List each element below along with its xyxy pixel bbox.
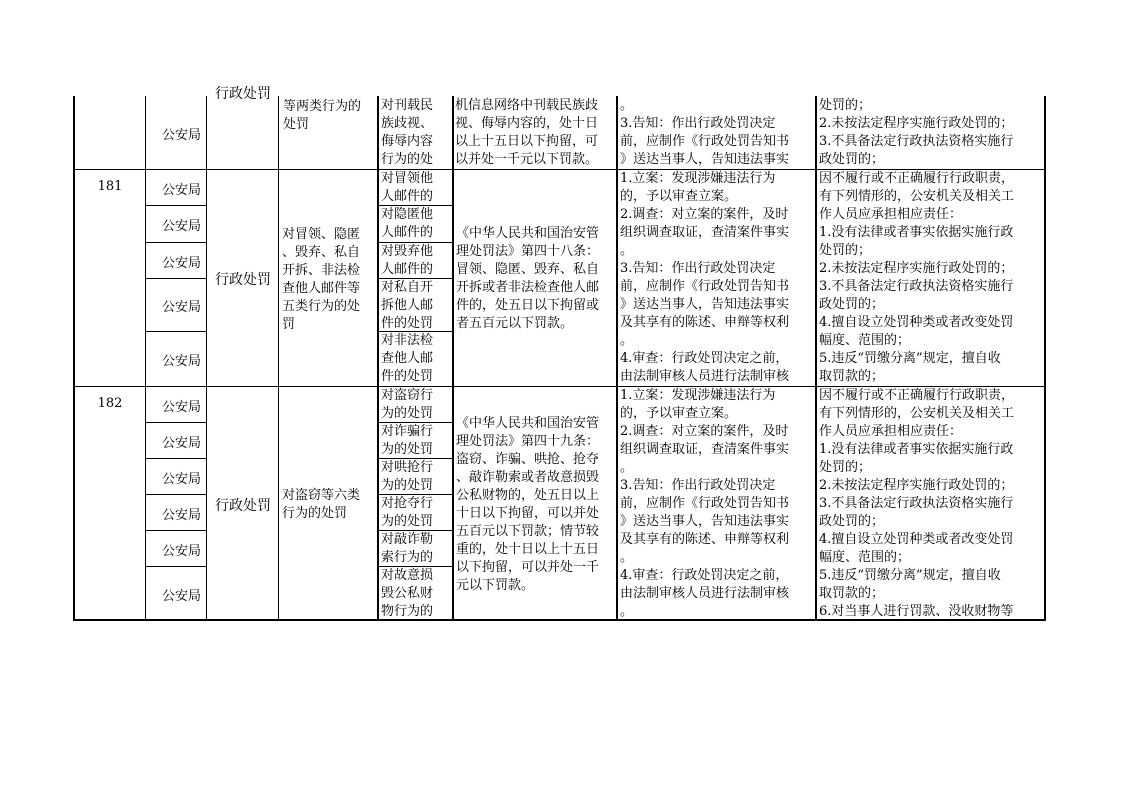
procedure-cell: 1.立案：发现涉嫌违法行为 的，予以审查立案。 2.调查：对立案的案件，及时 组织调查取证，查清案件事实 。 3.告知：作出行政处罚决定 前，应制作《行政处罚告知书 》送达当事人，告知违法事实 及其享有的陈述、申辩等权利 。 4.审查：行政处罚决定之前， 由法制审核人员进行法制审核 (620, 171, 790, 384)
legal-basis-cell: 《中华人民共和国治安管 理处罚法》第四十八条： 冒领、隐匿、毁弃、私自 开拆或者非法检查他人邮 件的，处五日以下拘留或 者五百元以下罚款。 (456, 226, 600, 331)
sub-item-cell: 对毁弃他 人邮件的 (381, 244, 434, 277)
sub-item-cell: 对冒领他 人邮件的 (381, 171, 434, 204)
item-name-cell: 对盗窃等六类 行为的处罚 (282, 488, 361, 521)
dept-cell: 公安局 (161, 544, 201, 559)
item-name-cell: 对冒领、隐匿 、毁弃、私自 开拆、非法检 查他人邮件等 五类行为的处 罚 (282, 227, 361, 332)
liability-cell: 处罚的； 2.未按法定程序实施行政处罚的； 3.不具备法定行政执法资格实施行 政处罚的； (819, 98, 1014, 167)
punishment-type-cell: 行政处罚 (215, 86, 271, 102)
punishment-type-cell: 行政处罚 (215, 272, 271, 288)
sub-item-cell: 对隐匿他 人邮件的 (381, 207, 434, 240)
dept-cell: 公安局 (161, 256, 201, 271)
dept-cell: 公安局 (161, 219, 201, 234)
dept-cell: 公安局 (161, 183, 201, 198)
sub-item-cell: 对诈骗行 为的处罚 (381, 424, 434, 457)
liability-cell: 因不履行或不正确履行行政职责， 有下列情形的，公安机关及相关工 作人员应承担相应责任： 1.没有法律或者事实依据实施行政 处罚的； 2.未按法定程序实施行政处罚的； 3.不具备法定行政执法资格实施行 政处罚的； 4.擅自设立处罚种类或者改变处罚 幅度、范围的； 5.违反“罚缴分离”规定，擅自收 取罚款的； 6.对当事人进行罚款、没收财物等 (819, 388, 1015, 619)
dept-cell: 公安局 (161, 508, 201, 523)
dept-cell: 公安局 (161, 354, 201, 369)
sub-item-cell: 对盗窃行 为的处罚 (381, 388, 434, 421)
row-number: 181 (97, 179, 123, 194)
sub-item-cell: 对抢夺行 为的处罚 (381, 496, 434, 529)
sub-item-cell: 对非法检 查他人邮 件的处罚 (381, 333, 434, 384)
punishment-type-cell: 行政处罚 (215, 498, 271, 514)
dept-cell: 公安局 (161, 400, 201, 415)
dept-cell: 公安局 (161, 589, 201, 604)
procedure-cell: 。 3.告知：作出行政处罚决定 前，应制作《行政处罚告知书 》送达当事人，告知违法事实 (620, 98, 790, 167)
dept-cell: 公安局 (161, 128, 201, 143)
item-name-cell: 等两类行为的 处罚 (283, 99, 362, 132)
sub-item-cell: 对哄抢行 为的处罚 (381, 460, 434, 493)
procedure-cell: 1.立案：发现涉嫌违法行为 的，予以审查立案。 2.调查：对立案的案件，及时 组织调查取证，查清案件事实 。 3.告知：作出行政处罚决定 前，应制作《行政处罚告知书 》送达当事人，告知违法事实 及其享有的陈述、申辩等权利 。 4.审查：行政处罚决定之前， 由法制审核人员进行法制审核 。 (620, 388, 790, 619)
row-number: 182 (97, 396, 123, 411)
dept-cell: 公安局 (161, 436, 201, 451)
dept-cell: 公安局 (161, 300, 201, 315)
dept-cell: 公安局 (161, 472, 201, 487)
sub-item-cell: 对私自开 拆他人邮 件的处罚 (381, 280, 434, 331)
liability-cell: 因不履行或不正确履行行政职责， 有下列情形的，公安机关及相关工 作人员应承担相应责任： 1.没有法律或者事实依据实施行政 处罚的； 2.未按法定程序实施行政处罚的； 3.不具备法定行政执法资格实施行 政处罚的； 4.擅自设立处罚种类或者改变处罚 幅度、范围的； 5.违反“罚缴分离”规定，擅自收 取罚款的； (819, 171, 1015, 384)
sub-item-cell: 对刊载民 族歧视、 侮辱内容 行为的处 (381, 98, 434, 167)
sub-item-cell: 对敲诈勒 索行为的 (381, 532, 434, 565)
legal-basis-cell: 《中华人民共和国治安管 理处罚法》第四十九条： 盗窃、诈骗、哄抢、抢夺 、敲诈勒索或者故意损毁 公私财物的，处五日以上 十日以下拘留，可以并处 五百元以下罚款；情节较 重的，处十日以上十五日 以下拘留，可以并处一千 元以下罚款。 (456, 416, 600, 593)
sub-item-cell: 对故意损 毁公私财 物行为的 (381, 568, 434, 619)
legal-basis-cell: 机信息网络中刊载民族歧 视、侮辱内容的，处十日 以上十五日以下拘留，可 以并处一千元以下罚款。 (455, 98, 599, 167)
